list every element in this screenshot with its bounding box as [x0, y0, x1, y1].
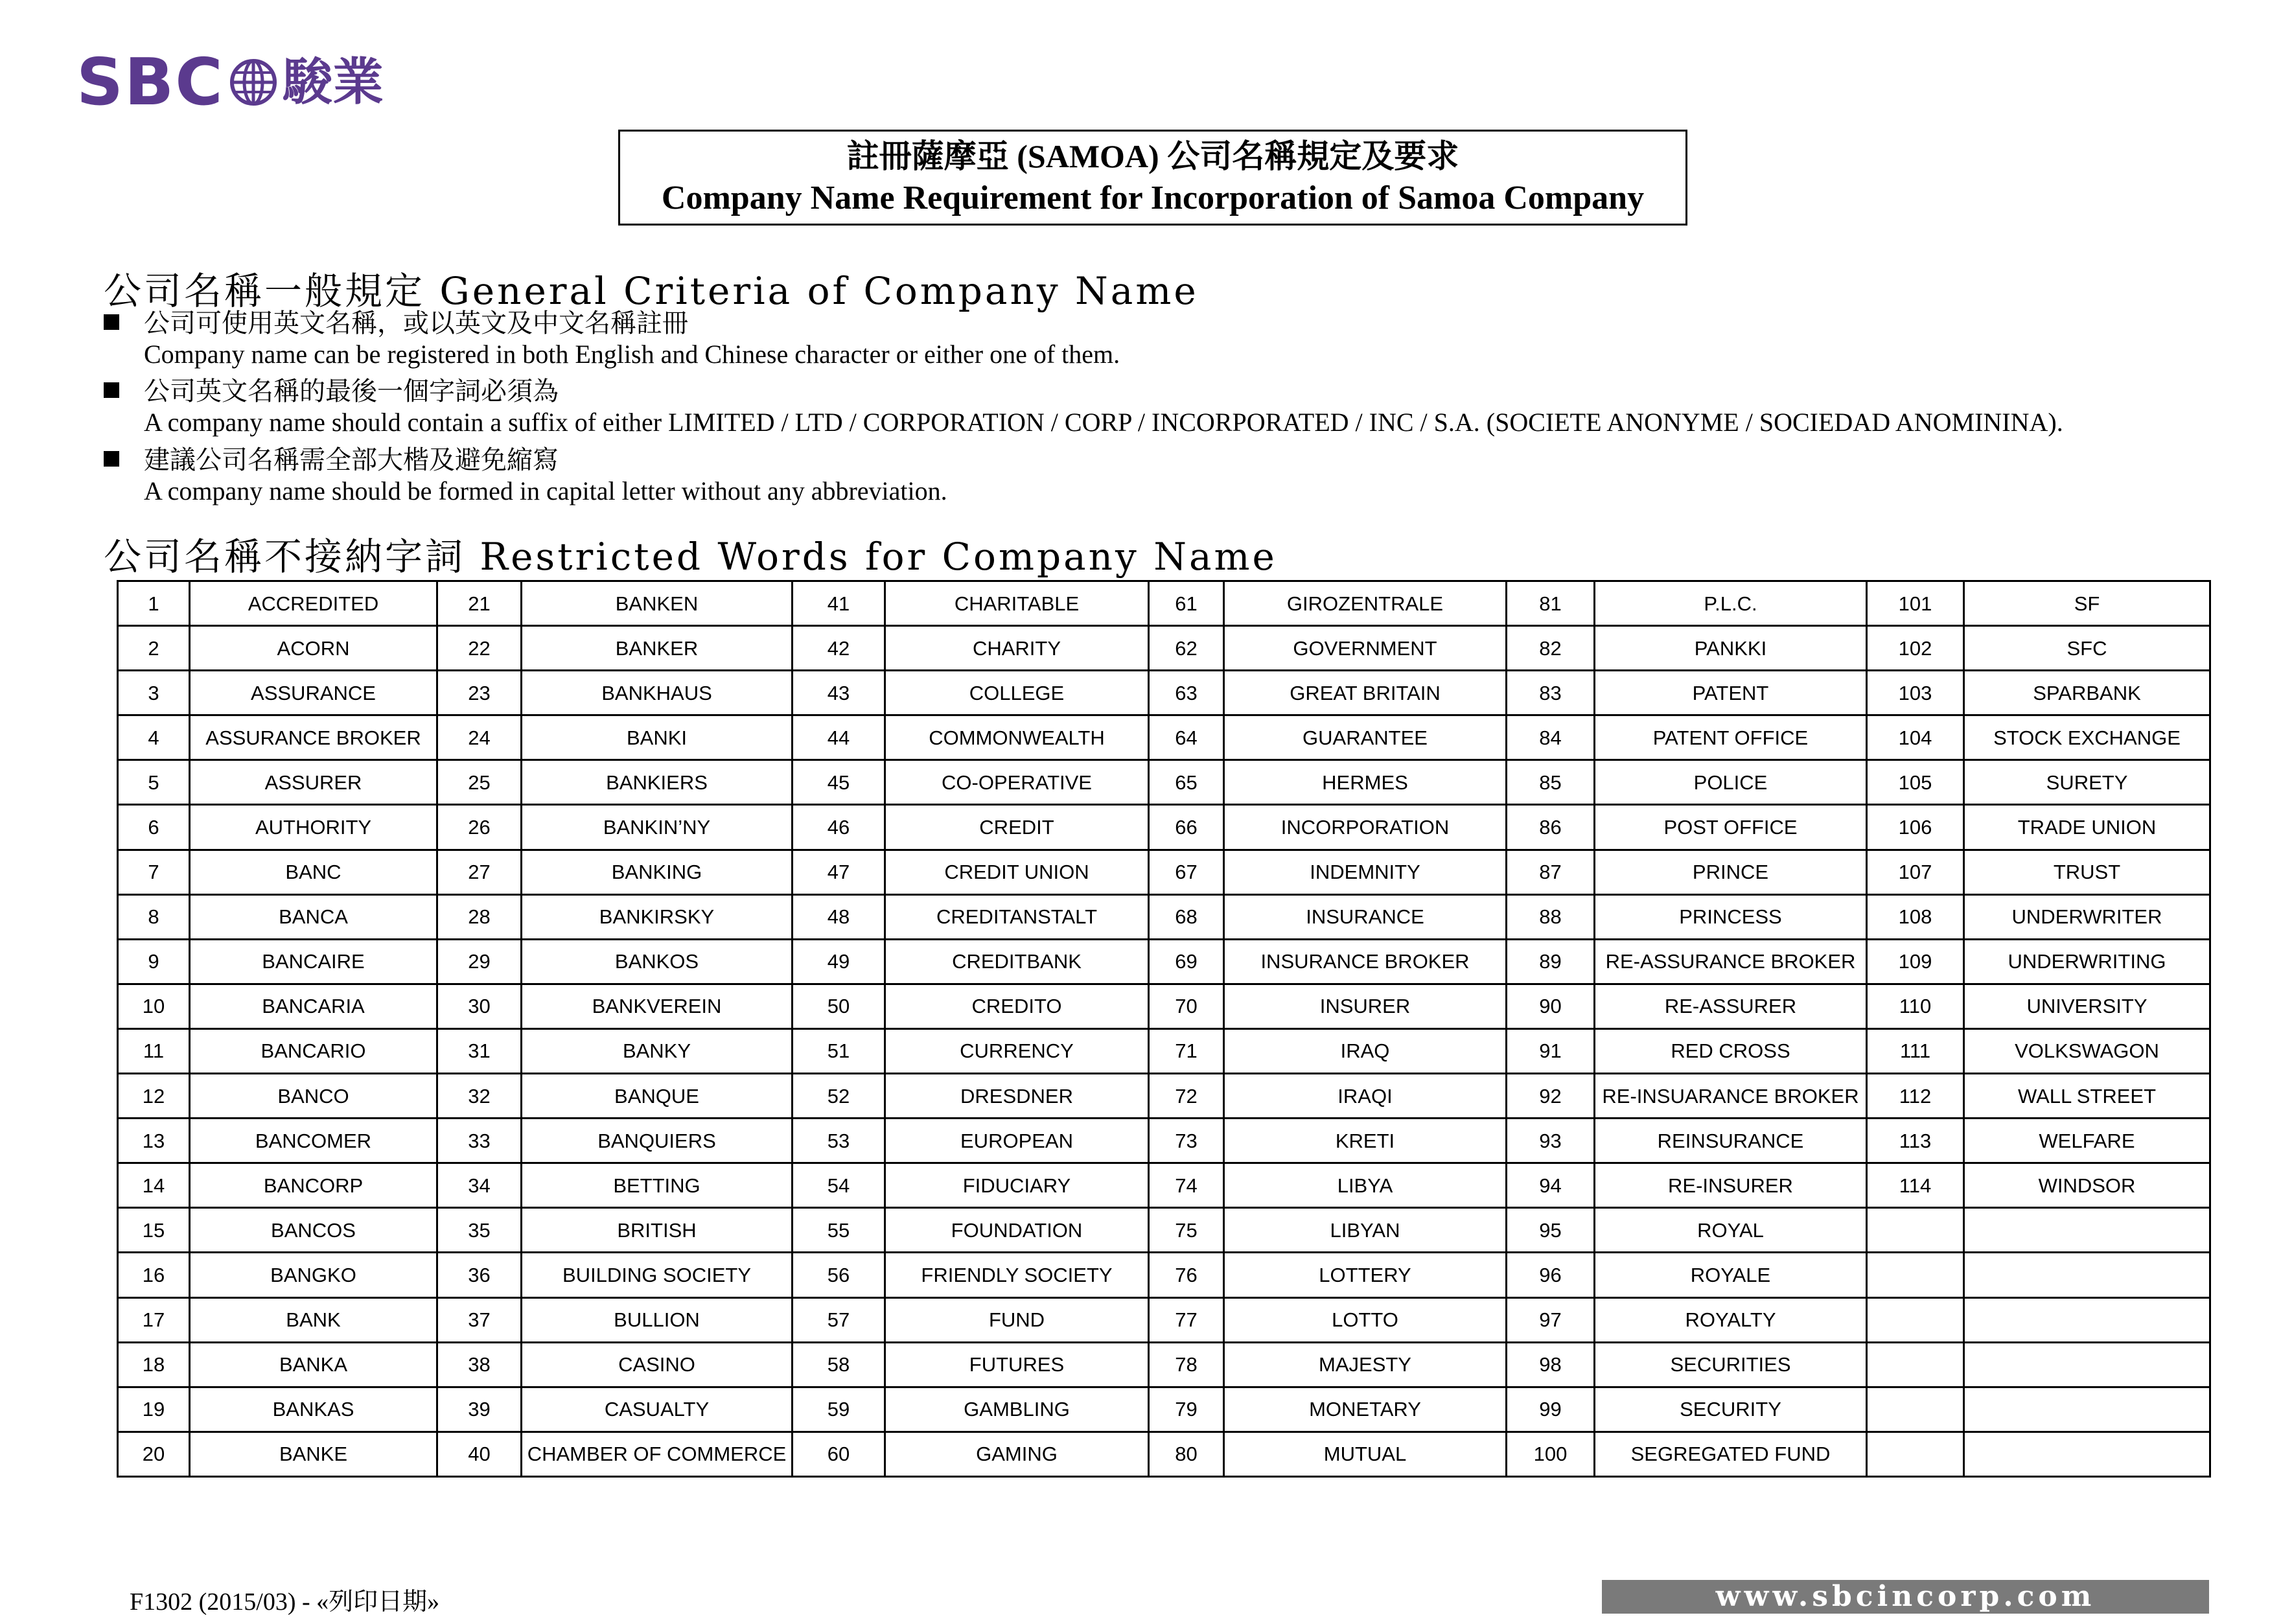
restricted-word-cell: P.L.C. [1595, 581, 1867, 626]
restricted-word-cell: GOVERNMENT [1224, 626, 1507, 671]
table-row [118, 850, 2210, 894]
restricted-word-cell [1964, 1342, 2210, 1387]
restricted-word-cell: ASSURER [190, 760, 437, 805]
restricted-word-cell: LIBYAN [1224, 1208, 1507, 1253]
company-logo [76, 44, 384, 120]
restricted-word-cell: BANCA [190, 894, 437, 939]
word-number-cell: 82 [1507, 626, 1595, 671]
word-number-cell: 53 [793, 1119, 885, 1163]
restricted-word-cell: GAMBLING [885, 1387, 1149, 1432]
word-number-cell: 114 [1867, 1163, 1964, 1208]
word-number-cell: 95 [1507, 1208, 1595, 1253]
word-number-cell: 68 [1149, 894, 1224, 939]
restricted-word-cell: RE-ASSURANCE BROKER [1595, 939, 1867, 984]
square-bullet-icon [104, 314, 119, 330]
restricted-words-heading: 公司名稱不接納字詞 Restricted Words for Company Name [104, 535, 1277, 579]
word-number-cell: 96 [1507, 1253, 1595, 1297]
restricted-word-cell: ACORN [190, 626, 437, 671]
restricted-word-cell: CHARITY [885, 626, 1149, 671]
restricted-word-cell: BANKHAUS [522, 671, 793, 715]
restricted-word-cell: WELFARE [1964, 1119, 2210, 1163]
word-number-cell: 58 [793, 1342, 885, 1387]
restricted-word-cell: LIBYA [1224, 1163, 1507, 1208]
word-number-cell: 100 [1507, 1432, 1595, 1476]
table-row [118, 894, 2210, 939]
word-number-cell: 41 [793, 581, 885, 626]
word-number-cell: 38 [437, 1342, 522, 1387]
restricted-word-cell [1964, 1387, 2210, 1432]
restricted-word-cell: RE-INSUARANCE BROKER [1595, 1074, 1867, 1119]
word-number-cell: 94 [1507, 1163, 1595, 1208]
restricted-word-cell: INSURER [1224, 984, 1507, 1028]
table-row [118, 671, 2210, 715]
restricted-word-cell: INSURANCE [1224, 894, 1507, 939]
restricted-word-cell: ASSURANCE BROKER [190, 715, 437, 760]
word-number-cell: 93 [1507, 1119, 1595, 1163]
word-number-cell: 106 [1867, 805, 1964, 850]
restricted-word-cell: PRINCE [1595, 850, 1867, 894]
logo-brand: SBC [76, 44, 224, 120]
table-row [118, 581, 2210, 626]
restricted-word-cell: BANCO [190, 1074, 437, 1119]
restricted-word-cell: WINDSOR [1964, 1163, 2210, 1208]
word-number-cell: 39 [437, 1387, 522, 1432]
restricted-word-cell: CREDIT UNION [885, 850, 1149, 894]
criteria-item-en: Company name can be registered in both English and Chinese character or either one of them. [144, 340, 1120, 369]
word-number-cell: 101 [1867, 581, 1964, 626]
word-number-cell: 35 [437, 1208, 522, 1253]
restricted-word-cell: CURRENCY [885, 1028, 1149, 1073]
word-number-cell: 10 [118, 984, 190, 1028]
restricted-word-cell: ROYALTY [1595, 1297, 1867, 1342]
word-number-cell: 22 [437, 626, 522, 671]
restricted-word-cell: KRETI [1224, 1119, 1507, 1163]
restricted-word-cell: BANQUE [522, 1074, 793, 1119]
restricted-word-cell: SURETY [1964, 760, 2210, 805]
restricted-word-cell: ACCREDITED [190, 581, 437, 626]
word-number-cell: 88 [1507, 894, 1595, 939]
word-number-cell: 19 [118, 1387, 190, 1432]
word-number-cell: 63 [1149, 671, 1224, 715]
word-number-cell: 110 [1867, 984, 1964, 1028]
restricted-word-cell: INDEMNITY [1224, 850, 1507, 894]
table-row [118, 984, 2210, 1028]
word-number-cell: 18 [118, 1342, 190, 1387]
criteria-item-cn: 建議公司名稱需全部大楷及避免縮寫 [144, 445, 559, 474]
restricted-word-cell [1964, 1432, 2210, 1476]
restricted-word-cell: TRUST [1964, 850, 2210, 894]
table-row [118, 805, 2210, 850]
word-number-cell: 99 [1507, 1387, 1595, 1432]
restricted-word-cell: CREDITO [885, 984, 1149, 1028]
word-number-cell: 77 [1149, 1297, 1224, 1342]
restricted-word-cell: MAJESTY [1224, 1342, 1507, 1387]
word-number-cell: 104 [1867, 715, 1964, 760]
word-number-cell: 109 [1867, 939, 1964, 984]
restricted-word-cell: BANKAS [190, 1387, 437, 1432]
word-number-cell: 91 [1507, 1028, 1595, 1073]
word-number-cell: 59 [793, 1387, 885, 1432]
word-number-cell: 12 [118, 1074, 190, 1119]
restricted-word-cell: PRINCESS [1595, 894, 1867, 939]
restricted-words-table [117, 580, 2211, 1478]
restricted-word-cell [1964, 1208, 2210, 1253]
restricted-word-cell: BANKEN [522, 581, 793, 626]
word-number-cell [1867, 1387, 1964, 1432]
word-number-cell: 27 [437, 850, 522, 894]
restricted-word-cell: GUARANTEE [1224, 715, 1507, 760]
restricted-word-cell: SPARBANK [1964, 671, 2210, 715]
word-number-cell: 76 [1149, 1253, 1224, 1297]
restricted-word-cell: BANKIRSKY [522, 894, 793, 939]
restricted-word-cell: BANQUIERS [522, 1119, 793, 1163]
restricted-word-cell: BANKY [522, 1028, 793, 1073]
restricted-word-cell: LOTTERY [1224, 1253, 1507, 1297]
restricted-word-cell: ASSURANCE [190, 671, 437, 715]
word-number-cell: 90 [1507, 984, 1595, 1028]
logo-chinese: 駿業 [282, 53, 384, 111]
word-number-cell: 45 [793, 760, 885, 805]
criteria-item-cn: 公司英文名稱的最後一個字詞必須為 [144, 377, 559, 406]
word-number-cell: 72 [1149, 1074, 1224, 1119]
word-number-cell: 4 [118, 715, 190, 760]
restricted-word-cell [1964, 1253, 2210, 1297]
criteria-item-cn: 公司可使用英文名稱，或以英文及中文名稱註冊 [144, 308, 688, 338]
table-row [118, 1074, 2210, 1119]
word-number-cell [1867, 1432, 1964, 1476]
word-number-cell: 40 [437, 1432, 522, 1476]
table-row [118, 1297, 2210, 1342]
restricted-word-cell: REINSURANCE [1595, 1119, 1867, 1163]
restricted-word-cell: CHAMBER OF COMMERCE [522, 1432, 793, 1476]
word-number-cell: 74 [1149, 1163, 1224, 1208]
restricted-word-cell: BANC [190, 850, 437, 894]
word-number-cell: 79 [1149, 1387, 1224, 1432]
word-number-cell: 15 [118, 1208, 190, 1253]
word-number-cell: 87 [1507, 850, 1595, 894]
word-number-cell: 61 [1149, 581, 1224, 626]
word-number-cell: 5 [118, 760, 190, 805]
word-number-cell: 81 [1507, 581, 1595, 626]
word-number-cell: 97 [1507, 1297, 1595, 1342]
restricted-word-cell: BANCORP [190, 1163, 437, 1208]
criteria-item-en: A company name should be formed in capital letter without any abbreviation. [144, 476, 947, 505]
word-number-cell: 36 [437, 1253, 522, 1297]
general-criteria-heading: 公司名稱一般規定 General Criteria of Company Name [104, 269, 1199, 313]
word-number-cell: 103 [1867, 671, 1964, 715]
restricted-word-cell: CO-OPERATIVE [885, 760, 1149, 805]
word-number-cell: 21 [437, 581, 522, 626]
restricted-word-cell: EUROPEAN [885, 1119, 1149, 1163]
restricted-word-cell: RE-INSURER [1595, 1163, 1867, 1208]
criteria-item-en: A company name should contain a suffix of either LIMITED / LTD / CORPORATION / CORP / INCORPORATED / INC / S.A. (SOCIETE ANONYME / SOCIEDAD ANOMININA). [144, 408, 2063, 437]
restricted-word-cell: UNDERWRITING [1964, 939, 2210, 984]
word-number-cell: 48 [793, 894, 885, 939]
word-number-cell [1867, 1253, 1964, 1297]
restricted-word-cell: BANCARIA [190, 984, 437, 1028]
restricted-word-cell: MONETARY [1224, 1387, 1507, 1432]
restricted-word-cell: BANKIERS [522, 760, 793, 805]
restricted-word-cell: BANCOMER [190, 1119, 437, 1163]
word-number-cell: 32 [437, 1074, 522, 1119]
word-number-cell: 105 [1867, 760, 1964, 805]
word-number-cell: 33 [437, 1119, 522, 1163]
word-number-cell: 54 [793, 1163, 885, 1208]
restricted-words-body [118, 581, 2210, 1477]
word-number-cell: 89 [1507, 939, 1595, 984]
restricted-word-cell: BANGKO [190, 1253, 437, 1297]
restricted-word-cell: VOLKSWAGON [1964, 1028, 2210, 1073]
restricted-word-cell: BANKE [190, 1432, 437, 1476]
word-number-cell: 113 [1867, 1119, 1964, 1163]
restricted-word-cell: LOTTO [1224, 1297, 1507, 1342]
restricted-word-cell: PATENT OFFICE [1595, 715, 1867, 760]
word-number-cell: 107 [1867, 850, 1964, 894]
word-number-cell: 57 [793, 1297, 885, 1342]
word-number-cell: 25 [437, 760, 522, 805]
word-number-cell: 55 [793, 1208, 885, 1253]
restricted-word-cell: FRIENDLY SOCIETY [885, 1253, 1149, 1297]
word-number-cell: 20 [118, 1432, 190, 1476]
restricted-word-cell: RE-ASSURER [1595, 984, 1867, 1028]
table-row [118, 1387, 2210, 1432]
word-number-cell: 3 [118, 671, 190, 715]
restricted-word-cell: BULLION [522, 1297, 793, 1342]
word-number-cell: 28 [437, 894, 522, 939]
square-bullet-icon [104, 451, 119, 467]
restricted-word-cell: BANCARIO [190, 1028, 437, 1073]
restricted-word-cell: GIROZENTRALE [1224, 581, 1507, 626]
table-row [118, 715, 2210, 760]
word-number-cell: 65 [1149, 760, 1224, 805]
word-number-cell: 56 [793, 1253, 885, 1297]
word-number-cell: 66 [1149, 805, 1224, 850]
restricted-word-cell: WALL STREET [1964, 1074, 2210, 1119]
word-number-cell: 75 [1149, 1208, 1224, 1253]
globe-icon [229, 58, 277, 106]
restricted-word-cell: IRAQ [1224, 1028, 1507, 1073]
restricted-word-cell: INCORPORATION [1224, 805, 1507, 850]
word-number-cell: 29 [437, 939, 522, 984]
restricted-word-cell: FUND [885, 1297, 1149, 1342]
restricted-word-cell: BANKI [522, 715, 793, 760]
word-number-cell: 2 [118, 626, 190, 671]
word-number-cell: 23 [437, 671, 522, 715]
restricted-word-cell: BRITISH [522, 1208, 793, 1253]
word-number-cell: 73 [1149, 1119, 1224, 1163]
word-number-cell: 49 [793, 939, 885, 984]
restricted-word-cell: POLICE [1595, 760, 1867, 805]
table-row [118, 760, 2210, 805]
restricted-word-cell: ROYALE [1595, 1253, 1867, 1297]
restricted-word-cell: SEGREGATED FUND [1595, 1432, 1867, 1476]
word-number-cell: 80 [1149, 1432, 1224, 1476]
restricted-word-cell: BANKIN’NY [522, 805, 793, 850]
table-row [118, 1342, 2210, 1387]
restricted-word-cell: DRESDNER [885, 1074, 1149, 1119]
table-row [118, 1432, 2210, 1476]
restricted-word-cell: SFC [1964, 626, 2210, 671]
website-url: www.sbcincorp.com [1602, 1580, 2209, 1614]
word-number-cell: 9 [118, 939, 190, 984]
title-english: Company Name Requirement for Incorporation of Samoa Company [661, 180, 1645, 216]
restricted-word-cell: TRADE UNION [1964, 805, 2210, 850]
restricted-word-cell: COMMONWEALTH [885, 715, 1149, 760]
criteria-item [104, 376, 2210, 438]
restricted-word-cell: CASINO [522, 1342, 793, 1387]
restricted-word-cell: FUTURES [885, 1342, 1149, 1387]
restricted-word-cell: SECURITIES [1595, 1342, 1867, 1387]
restricted-word-cell: BUILDING SOCIETY [522, 1253, 793, 1297]
word-number-cell: 14 [118, 1163, 190, 1208]
restricted-word-cell: CREDITBANK [885, 939, 1149, 984]
restricted-word-cell: HERMES [1224, 760, 1507, 805]
word-number-cell: 92 [1507, 1074, 1595, 1119]
word-number-cell: 86 [1507, 805, 1595, 850]
restricted-word-cell: BANCAIRE [190, 939, 437, 984]
word-number-cell: 51 [793, 1028, 885, 1073]
word-number-cell: 8 [118, 894, 190, 939]
word-number-cell: 112 [1867, 1074, 1964, 1119]
word-number-cell: 1 [118, 581, 190, 626]
document-title [618, 130, 1687, 226]
word-number-cell: 52 [793, 1074, 885, 1119]
word-number-cell: 37 [437, 1297, 522, 1342]
restricted-word-cell: FOUNDATION [885, 1208, 1149, 1253]
form-code: F1302 (2015/03) - «列印日期» [130, 1588, 440, 1616]
restricted-word-cell: IRAQI [1224, 1074, 1507, 1119]
restricted-word-cell: MUTUAL [1224, 1432, 1507, 1476]
restricted-word-cell: BANKA [190, 1342, 437, 1387]
title-chinese: 註冊薩摩亞 (SAMOA) 公司名稱規定及要求 [846, 138, 1459, 174]
restricted-word-cell: UNDERWRITER [1964, 894, 2210, 939]
restricted-word-cell: BANKING [522, 850, 793, 894]
criteria-item [104, 445, 2210, 507]
restricted-word-cell: UNIVERSITY [1964, 984, 2210, 1028]
table-row [118, 626, 2210, 671]
word-number-cell: 71 [1149, 1028, 1224, 1073]
restricted-word-cell: GAMING [885, 1432, 1149, 1476]
restricted-word-cell [1964, 1297, 2210, 1342]
word-number-cell: 83 [1507, 671, 1595, 715]
restricted-word-cell: BANKOS [522, 939, 793, 984]
word-number-cell: 7 [118, 850, 190, 894]
table-row [118, 1163, 2210, 1208]
table-row [118, 1253, 2210, 1297]
restricted-word-cell: COLLEGE [885, 671, 1149, 715]
restricted-word-cell: RED CROSS [1595, 1028, 1867, 1073]
word-number-cell: 60 [793, 1432, 885, 1476]
word-number-cell: 24 [437, 715, 522, 760]
restricted-word-cell: BANK [190, 1297, 437, 1342]
word-number-cell: 64 [1149, 715, 1224, 760]
restricted-word-cell: BETTING [522, 1163, 793, 1208]
restricted-word-cell: PATENT [1595, 671, 1867, 715]
word-number-cell: 69 [1149, 939, 1224, 984]
restricted-word-cell: SECURITY [1595, 1387, 1867, 1432]
word-number-cell: 16 [118, 1253, 190, 1297]
word-number-cell: 34 [437, 1163, 522, 1208]
word-number-cell: 44 [793, 715, 885, 760]
restricted-word-cell: SF [1964, 581, 2210, 626]
restricted-word-cell: POST OFFICE [1595, 805, 1867, 850]
word-number-cell [1867, 1342, 1964, 1387]
word-number-cell: 70 [1149, 984, 1224, 1028]
restricted-word-cell: BANCOS [190, 1208, 437, 1253]
word-number-cell: 78 [1149, 1342, 1224, 1387]
word-number-cell [1867, 1297, 1964, 1342]
word-number-cell: 26 [437, 805, 522, 850]
word-number-cell: 50 [793, 984, 885, 1028]
restricted-word-cell: ROYAL [1595, 1208, 1867, 1253]
restricted-word-cell: PANKKI [1595, 626, 1867, 671]
word-number-cell: 13 [118, 1119, 190, 1163]
restricted-word-cell: CASUALTY [522, 1387, 793, 1432]
word-number-cell: 84 [1507, 715, 1595, 760]
word-number-cell: 102 [1867, 626, 1964, 671]
restricted-word-cell: AUTHORITY [190, 805, 437, 850]
word-number-cell: 98 [1507, 1342, 1595, 1387]
word-number-cell: 111 [1867, 1028, 1964, 1073]
restricted-word-cell: FIDUCIARY [885, 1163, 1149, 1208]
restricted-word-cell: CHARITABLE [885, 581, 1149, 626]
table-row [118, 939, 2210, 984]
word-number-cell: 62 [1149, 626, 1224, 671]
word-number-cell: 31 [437, 1028, 522, 1073]
word-number-cell: 17 [118, 1297, 190, 1342]
table-row [118, 1028, 2210, 1073]
word-number-cell: 47 [793, 850, 885, 894]
restricted-word-cell: CREDITANSTALT [885, 894, 1149, 939]
word-number-cell: 11 [118, 1028, 190, 1073]
word-number-cell: 46 [793, 805, 885, 850]
restricted-word-cell: CREDIT [885, 805, 1149, 850]
word-number-cell: 30 [437, 984, 522, 1028]
restricted-word-cell: BANKER [522, 626, 793, 671]
restricted-word-cell: GREAT BRITAIN [1224, 671, 1507, 715]
word-number-cell: 42 [793, 626, 885, 671]
restricted-word-cell: INSURANCE BROKER [1224, 939, 1507, 984]
restricted-word-cell: STOCK EXCHANGE [1964, 715, 2210, 760]
word-number-cell: 6 [118, 805, 190, 850]
word-number-cell: 67 [1149, 850, 1224, 894]
criteria-item [104, 308, 2210, 370]
word-number-cell: 85 [1507, 760, 1595, 805]
word-number-cell: 108 [1867, 894, 1964, 939]
square-bullet-icon [104, 382, 119, 398]
table-row [118, 1119, 2210, 1163]
word-number-cell: 43 [793, 671, 885, 715]
restricted-word-cell: BANKVEREIN [522, 984, 793, 1028]
table-row [118, 1208, 2210, 1253]
word-number-cell [1867, 1208, 1964, 1253]
